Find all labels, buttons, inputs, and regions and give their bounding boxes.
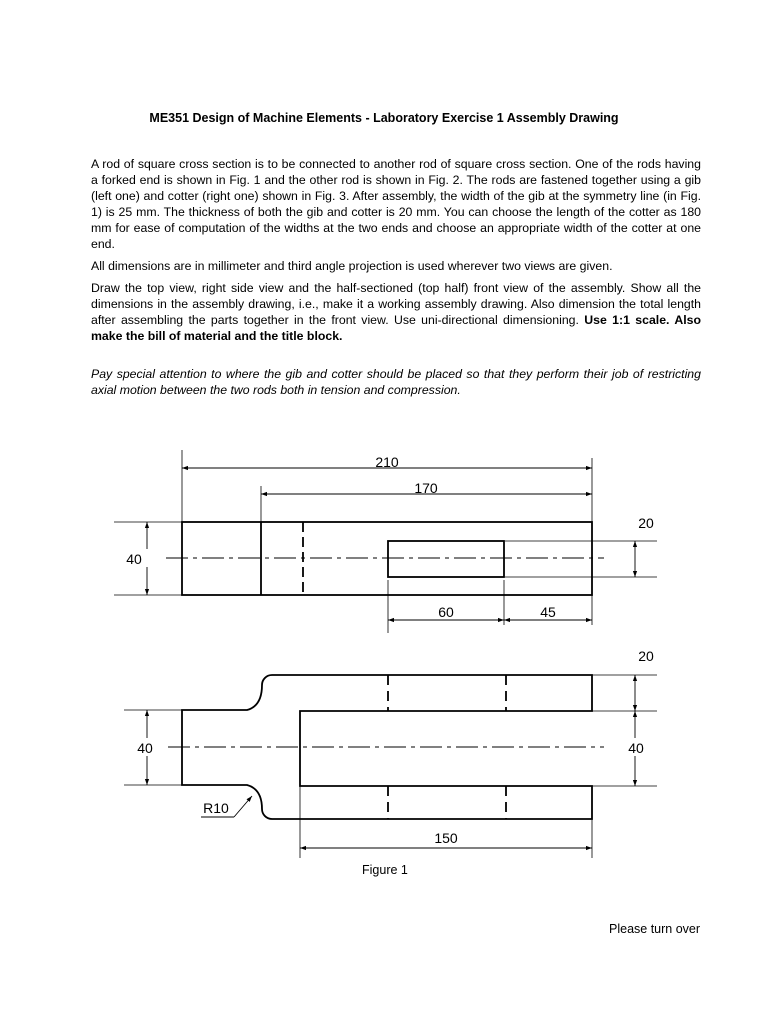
paragraph-units: All dimensions are in millimeter and third angle projection is used wherever two views are given. [91, 259, 613, 273]
leader-line [234, 796, 252, 817]
figure-caption: Figure 1 [362, 863, 408, 877]
dim-label-40-right: 40 [628, 740, 644, 756]
dim-label-20: 20 [638, 648, 654, 664]
top-view-outline [182, 522, 592, 595]
document-title: ME351 Design of Machine Elements - Laboratory Exercise 1 Assembly Drawing [149, 111, 619, 125]
dim-label-150: 150 [434, 830, 458, 846]
dim-label-60: 60 [438, 604, 454, 620]
front-view [124, 675, 657, 858]
top-view [114, 450, 657, 633]
dim-label-210: 210 [375, 454, 399, 470]
dim-label-45: 45 [540, 604, 556, 620]
dim-label-r10: R10 [203, 800, 229, 816]
dim-label-40-left: 40 [137, 740, 153, 756]
paragraph-attention-note: Pay special attention to where the gib and cotter should be placed so that they perform their job of restricting axial motion between the two rods both in tension and compression. [91, 367, 701, 397]
paragraph-problem-description: A rod of square cross section is to be connected to another rod of square cross section. One of the rods having a forked end is shown in Fig. 1 and the other rod is shown in Fig. 2. The rods are fastened together using a gib (left one) and cotter (right one) shown in Fig. 3. After assembly, the width of the gib at the symmetry line (in Fig. 1) is 25 mm. The thickness of both the gib and cotter is 20 mm. You can choose the length of the cotter as 180 mm for ease of computation of the widths at the two ends and choose an appropriate width of the cotter at one end. [91, 157, 701, 251]
dim-label-170: 170 [414, 480, 438, 496]
slot-outline [388, 541, 504, 577]
task-scale-note: Use 1:1 scale. Also make the bill of material and the title block. [91, 313, 701, 343]
dim-label-40: 40 [126, 551, 142, 567]
task-text: Draw the top view, right side view and the half-sectioned (top half) front view of the assembly. Show all the dimensions in the assembly drawing, i.e., make it a working assembly drawing. Also dimension the total length after assembling the parts together in the front view. Use uni-directional dimensioning. [91, 281, 701, 327]
dim-label-20: 20 [638, 515, 654, 531]
turn-over-note: Please turn over [609, 922, 701, 936]
